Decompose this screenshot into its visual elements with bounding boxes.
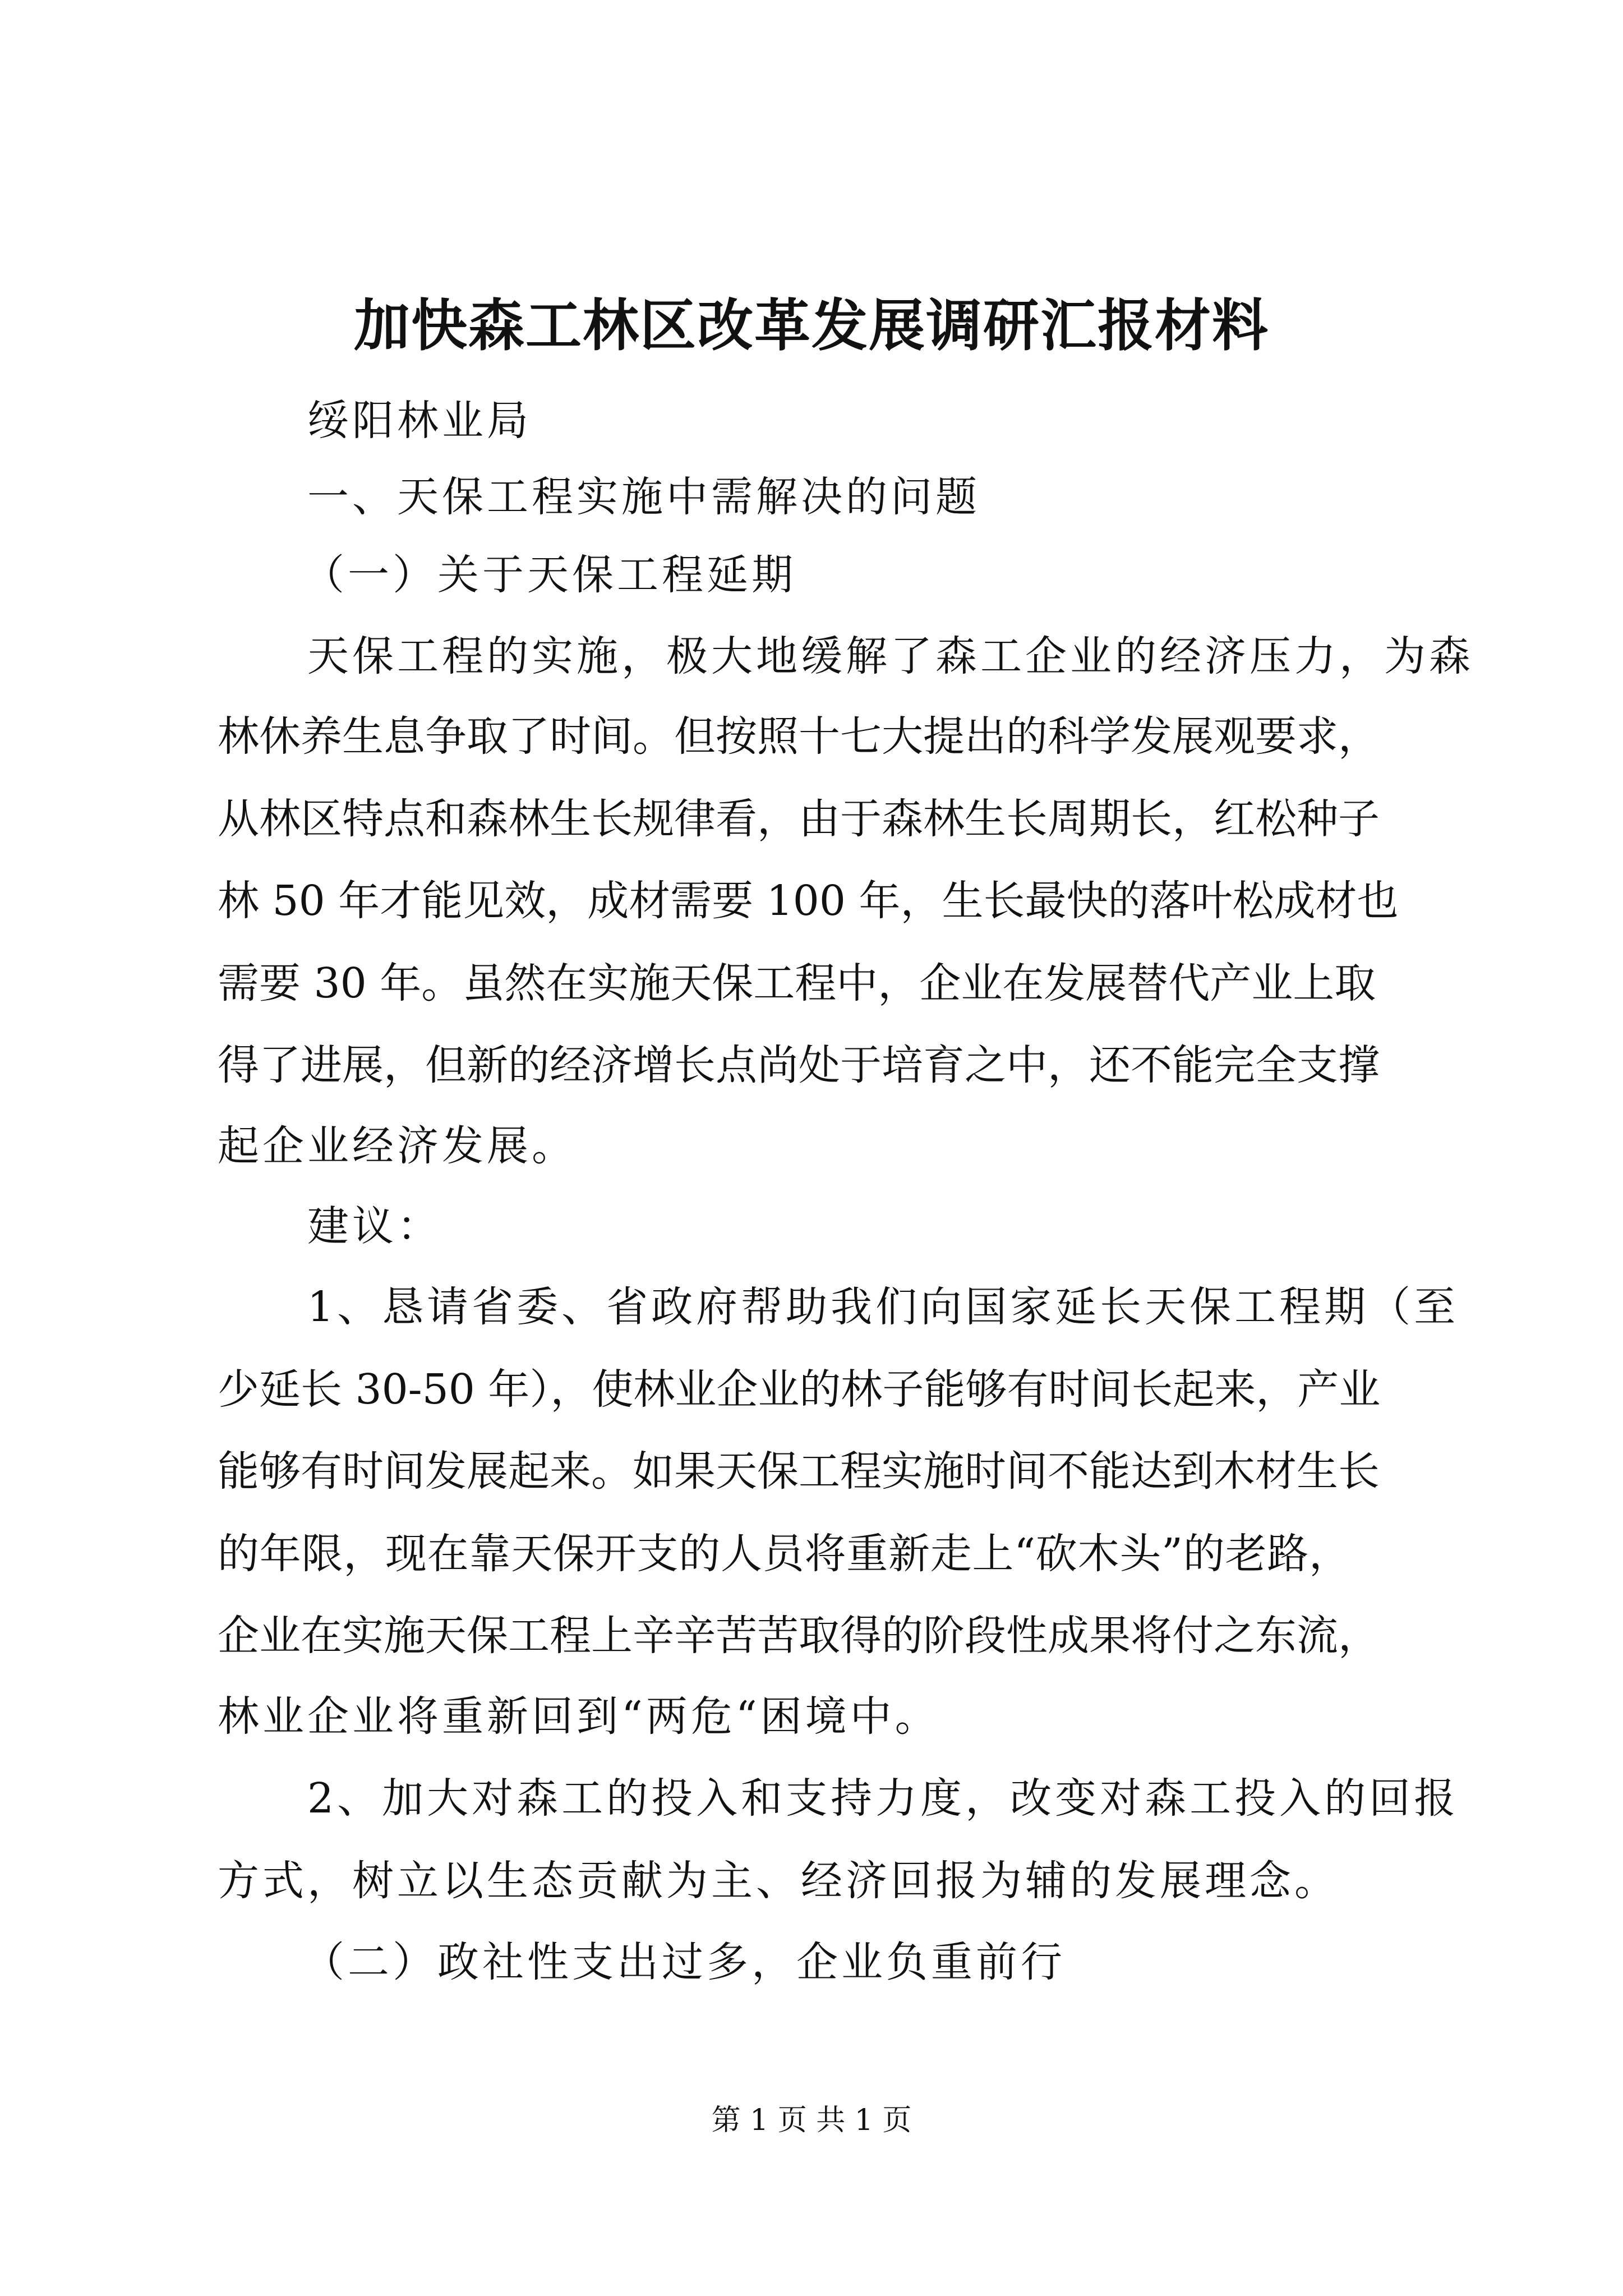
paragraph-line: 方式，树立以生态贡献为主、经济回报为辅的发展理念。 xyxy=(218,1857,1339,1905)
suggestion-label: 建议： xyxy=(307,1202,442,1250)
paragraph-line: 需要 30 年。虽然在实施天保工程中，企业在发展替代产业上取 xyxy=(218,959,1376,1007)
paragraph-line: 得了进展，但新的经济增长点尚处于培育之中，还不能完全支撑 xyxy=(218,1041,1380,1089)
paragraph-line: 少延长 30-50 年），使林业企业的林子能够有时间长起来，产业 xyxy=(218,1365,1381,1414)
section-heading: 一、天保工程实施中需解决的问题 xyxy=(307,473,980,521)
paragraph-line: 2、加大对森工的投入和支持力度，改变对森工投入的回报 xyxy=(307,1774,1459,1823)
page-footer: 第 1 页 共 1 页 xyxy=(711,2104,912,2137)
paragraph-line: 林休养生息争取了时间。但按照十七大提出的科学发展观要求， xyxy=(218,712,1380,761)
paragraph-line: 从林区特点和森林生长规律看，由于森林生长周期长，红松种子 xyxy=(218,795,1380,843)
paragraph-line: 林 50 年才能见效，成材需要 100 年，生长最快的落叶松成材也 xyxy=(218,877,1399,925)
paragraph-line: 林业企业将重新回到“两危“困境中。 xyxy=(218,1692,940,1741)
paragraph-line: 天保工程的实施，极大地缓解了森工企业的经济压力，为森 xyxy=(307,632,1474,680)
author-line: 绥阳林业局 xyxy=(307,397,532,445)
subsection-heading: （一）关于天保工程延期 xyxy=(303,551,796,599)
paragraph-line: 起企业经济发展。 xyxy=(218,1122,577,1170)
paragraph-line: 1、恳请省委、省政府帮助我们向国家延长天保工程期（至 xyxy=(307,1283,1459,1331)
paragraph-line: 的年限，现在靠天保开支的人员将重新走上“砍木头”的老路， xyxy=(218,1530,1350,1578)
subsection-heading: （二）政社性支出过多，企业负重前行 xyxy=(303,1938,1066,1986)
paragraph-line: 能够有时间发展起来。如果天保工程实施时间不能达到木材生长 xyxy=(218,1447,1380,1496)
paragraph-line: 企业在实施天保工程上辛辛苦苦取得的阶段性成果将付之东流， xyxy=(218,1612,1380,1660)
document-title: 加快森工林区改革发展调研汇报材料 xyxy=(354,292,1269,358)
